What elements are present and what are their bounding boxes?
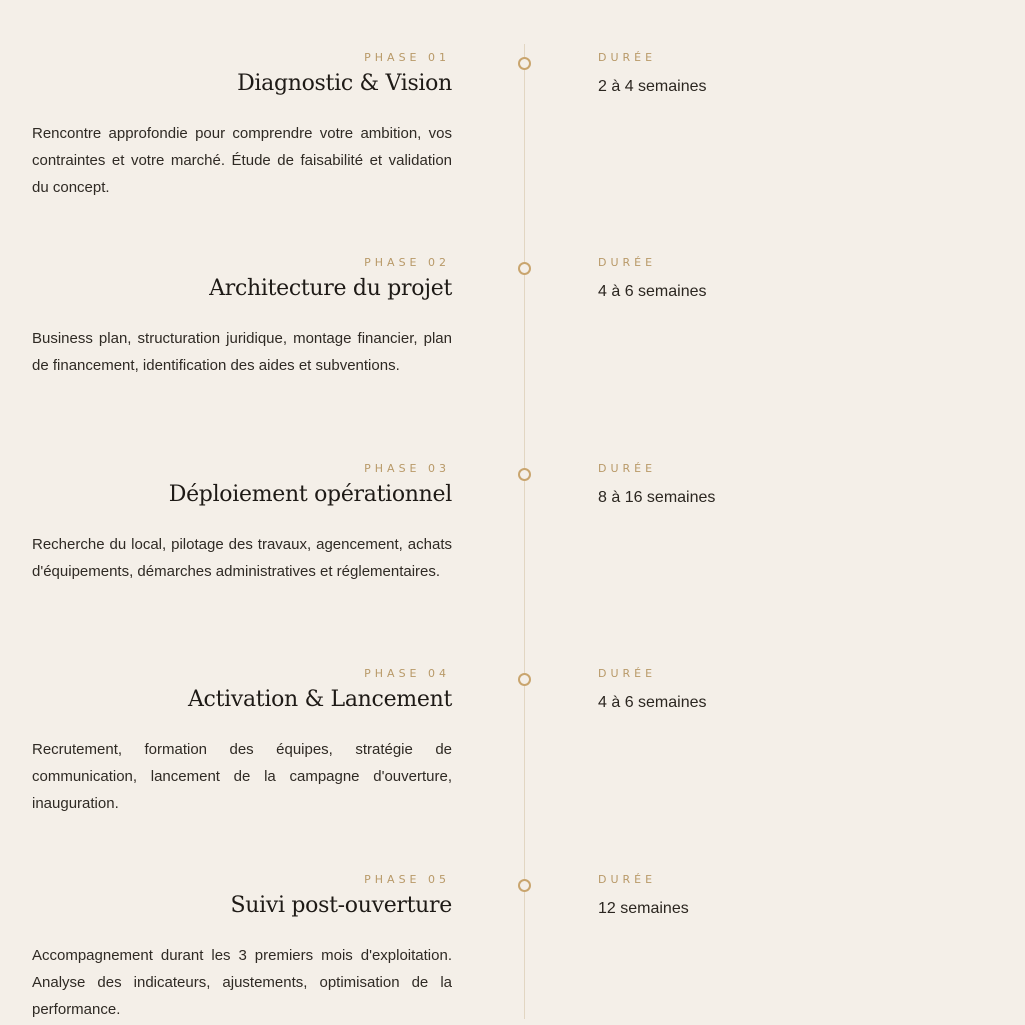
timeline-node-icon	[518, 879, 531, 892]
phase-description: Accompagnement durant les 3 premiers mois d'exploitation. Analyse des indicateurs, ajustements, optimisation de la performance.	[32, 947, 452, 1018]
duration-value: 4 à 6 semaines	[598, 283, 707, 300]
phase-description: Business plan, structuration juridique, montage financier, plan de financement, identification des aides et subventions.	[32, 330, 452, 374]
duration-label: DURÉE	[598, 51, 657, 64]
duration-value: 2 à 4 semaines	[598, 78, 707, 95]
duration-value: 8 à 16 semaines	[598, 489, 716, 506]
duration-label: DURÉE	[598, 873, 657, 886]
timeline-node-icon	[518, 468, 531, 481]
phase-title: Diagnostic & Vision	[237, 71, 452, 96]
phase-label: PHASE 05	[364, 873, 450, 886]
phase-item-2	[0, 211, 1025, 411]
phase-description: Rencontre approfondie pour comprendre votre ambition, vos contraintes et votre marché. Étude de faisabilité et validation du concept.	[32, 125, 452, 196]
phase-label: PHASE 03	[364, 462, 450, 475]
duration-label: DURÉE	[598, 667, 657, 680]
phase-label: PHASE 04	[364, 667, 450, 680]
phase-description: Recherche du local, pilotage des travaux, agencement, achats d'équipements, démarches administratives et réglementaires.	[32, 536, 452, 580]
phase-title: Suivi post-ouverture	[230, 893, 452, 918]
timeline-node-icon	[518, 673, 531, 686]
phase-label: PHASE 02	[364, 256, 450, 269]
duration-label: DURÉE	[598, 256, 657, 269]
timeline-node-icon	[518, 57, 531, 70]
phase-item-5	[0, 828, 1025, 1025]
phase-item-4	[0, 622, 1025, 822]
phase-title: Activation & Lancement	[187, 687, 452, 712]
duration-value: 12 semaines	[598, 900, 689, 917]
phase-title: Architecture du projet	[209, 276, 452, 301]
phase-description: Recrutement, formation des équipes, stratégie de communication, lancement de la campagne d'ouverture, inauguration.	[32, 741, 452, 812]
duration-label: DURÉE	[598, 462, 657, 475]
phase-label: PHASE 01	[364, 51, 450, 64]
duration-value: 4 à 6 semaines	[598, 694, 707, 711]
timeline-node-icon	[518, 262, 531, 275]
phase-title: Déploiement opérationnel	[168, 482, 452, 507]
phase-item-1	[0, 6, 1025, 206]
phase-item-3	[0, 417, 1025, 617]
